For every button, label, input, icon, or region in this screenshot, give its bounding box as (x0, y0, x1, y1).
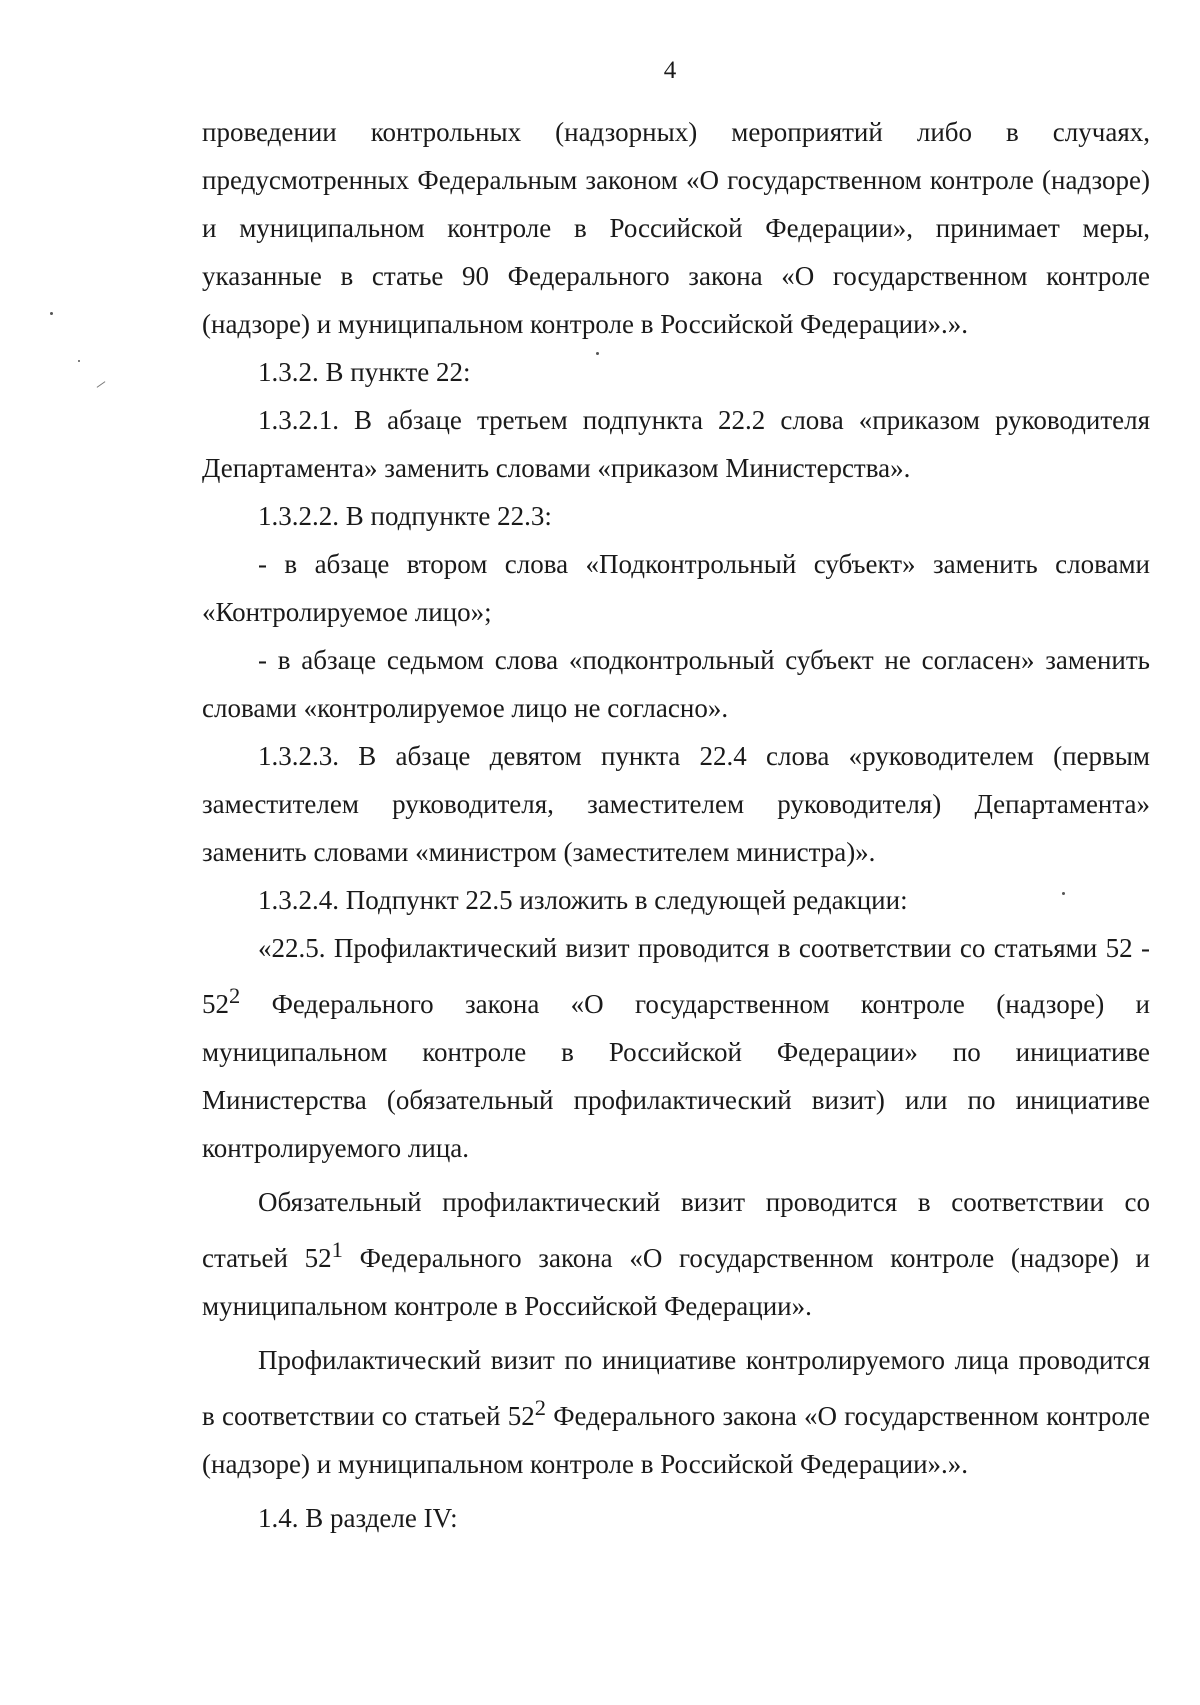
scan-speck (1062, 892, 1065, 895)
paragraph-initiative-visit-text-before: Профилактический визит по инициативе контролируемого лица проводится в соответствии со статьей 52 (202, 1345, 1150, 1431)
paragraph-1-3-2: 1.3.2. В пункте 22: (258, 357, 471, 387)
scan-speck (596, 352, 599, 355)
paragraph-initiative-visit-text-after: Федерального закона «О государственном контроле (надзоре) и муниципальном контроле в Российской Федерации».». (202, 1401, 1150, 1479)
paragraph-22-5-text-after: Федерального закона «О государственном контроле (надзоре) и муниципальном контроле в Российской Федерации» по инициативе Министерства (обязательный профилактический визит) или по инициативе контролируемого лица. (202, 989, 1150, 1163)
paragraph-22-5-text-before: «22.5. Профилактический визит проводится в соответствии со статьями 52 - 52 (202, 933, 1150, 1019)
paragraph-22-5-quote (202, 924, 1150, 1172)
paragraph-1-3-2-1: 1.3.2.1. В абзаце третьем подпункта 22.2 слова «приказом руководителя Департамента» заменить словами «приказом Министерства». (202, 405, 1150, 483)
paragraph-initiative-visit (202, 1336, 1150, 1488)
paragraph-1-3-2-3: 1.3.2.3. В абзаце девятом пункта 22.4 слова «руководителем (первым заместителем руководителя, заместителем руководителя) Департамента» заменить словами «министром (заместителем министра)». (202, 741, 1150, 867)
superscript-1: 1 (331, 1237, 343, 1262)
paragraph-dash-seventh-abzac: - в абзаце седьмом слова «подконтрольный субъект не согласен» заменить словами «контролируемое лицо не согласно». (202, 645, 1150, 723)
paragraph-1-3-2-4: 1.3.2.4. Подпункт 22.5 изложить в следующей редакции: (258, 885, 908, 915)
superscript-2: 2 (534, 1395, 546, 1420)
paragraph-mandatory-visit (202, 1178, 1150, 1330)
paragraph-continuation: проведении контрольных (надзорных) мероприятий либо в случаях, предусмотренных Федеральным законом «О государственном контроле (надзоре) и муниципальном контроле в Российской Федерации», принимает меры, указанные в статье 90 Федерального закона «О государственном контроле (надзоре) и муниципальном контроле в Российской Федерации».». (202, 117, 1150, 339)
scan-speck (50, 312, 53, 315)
scan-mark (97, 381, 106, 388)
paragraph-dash-second-abzac: - в абзаце втором слова «Подконтрольный субъект» заменить словами «Контролируемое лицо»; (202, 549, 1150, 627)
superscript-2: 2 (229, 983, 241, 1008)
paragraph-mandatory-visit-text-before: Обязательный профилактический визит проводится в соответствии со статьей 52 (202, 1187, 1150, 1273)
document-body (202, 108, 1150, 1542)
page-number: 4 (663, 57, 677, 84)
paragraph-1-4: 1.4. В разделе IV: (258, 1503, 458, 1533)
paragraph-1-3-2-2: 1.3.2.2. В подпункте 22.3: (258, 501, 552, 531)
scan-speck (78, 360, 80, 362)
paragraph-mandatory-visit-text-after: Федерального закона «О государственном контроле (надзоре) и муниципальном контроле в Российской Федерации». (202, 1243, 1150, 1321)
